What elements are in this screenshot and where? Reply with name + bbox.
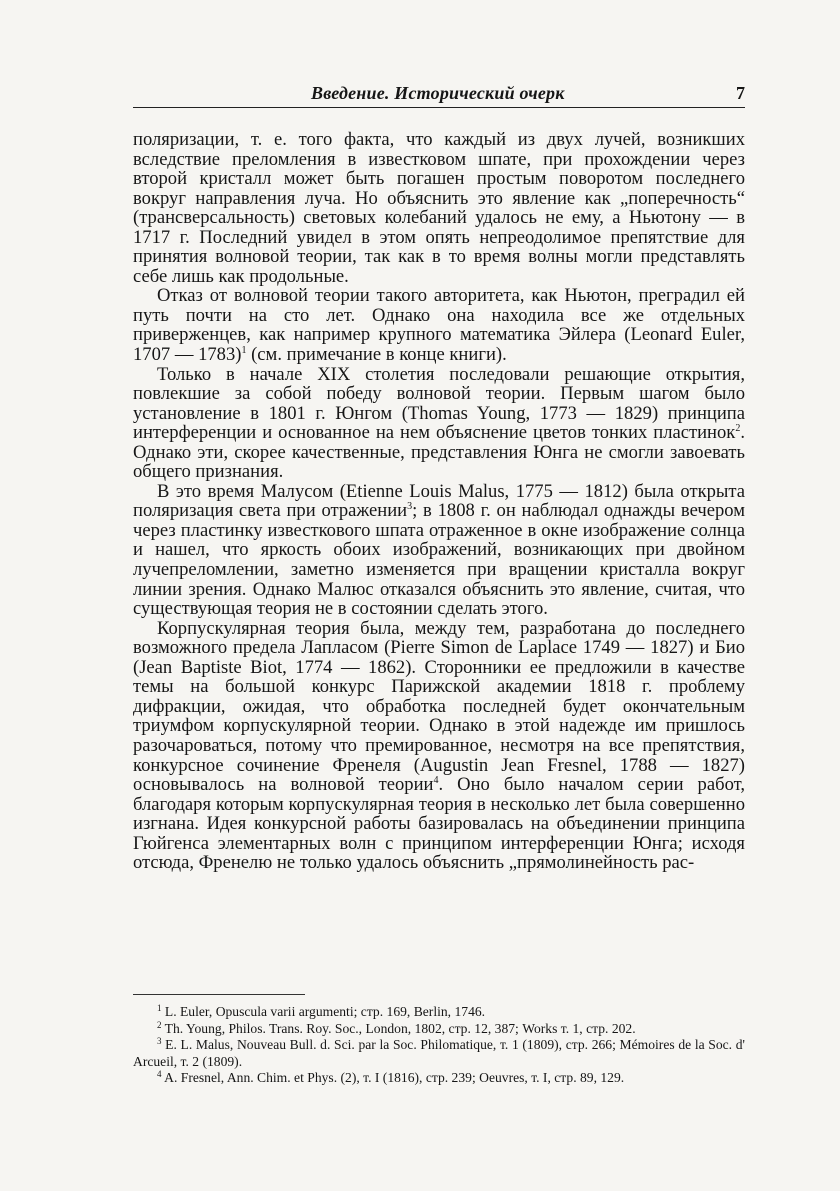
footnote — [133, 1004, 745, 1021]
footnote-text: L. Euler, Opuscula varii argumenti; стр. 169, Berlin, 1746. — [164, 1004, 486, 1019]
paragraph — [133, 286, 745, 364]
page-header — [133, 83, 745, 108]
footnote-ref: 4 — [433, 775, 439, 787]
paragraph-text: Только в начале XIX столетия последовали решающие открытия, повлекшие за собой победу волновой теории. Первым шагом было установление в 1801 г. Юнгом (Thomas Young, 1773 — 1829) принципа интерференции и основанное на нем объяснение цветов тонких пластинок — [133, 363, 745, 444]
body-text — [133, 130, 745, 873]
footnote-ref: 3 — [407, 501, 413, 513]
paragraph-text: . Однако эти, скорее качественные, представления Юнга не смогли завоевать общего признания. — [133, 422, 745, 483]
footnote-ref: 2 — [735, 423, 741, 435]
footnote-divider — [133, 994, 305, 995]
paragraph — [133, 619, 745, 873]
footnote-number: 2 — [157, 1019, 162, 1030]
footnotes — [133, 1004, 745, 1087]
paragraph — [133, 365, 745, 482]
footnote — [133, 1037, 745, 1070]
footnote-text: Th. Young, Philos. Trans. Roy. Soc., London, 1802, стр. 12, 387; Works т. 1, стр. 202. — [164, 1020, 636, 1036]
footnote-text: E. L. Malus, Nouveau Bull. d. Sci. par la Soc. Philomatique, т. 1 (1809), стр. 266; Mémoires de la Soc. d' Arcueil, т. 2 (1809). — [133, 1037, 745, 1069]
paragraph-text: ; в 1808 г. он наблюдал однажды вечером через пластинку известкового шпата отраженное в окне изображение солнца и нашел, что яркость обоих изображений, возникающих при двойном лучепреломлении, заметно изменяется при вращении кристалла вокруг линии зрения. Однако Малюс отказался объяснить это явление, считая, что существующая теория не в состоянии сделать этого. — [133, 500, 745, 620]
footnote-number: 1 — [157, 1003, 162, 1013]
paragraph-text: Корпускулярная теория была, между тем, разработана до последнего возможного предела Лапласом (Pierre Simon de Laplace 1749 — 1827) и Био (Jean Baptiste Biot, 1774 — 1862). Сторонники ее предложили в качестве темы на большой конкурс Парижской академии 1818 г. проблему дифракции, ожидая, что обработка последней будет окончательным триумфом корпускулярной теории. Однако в этой надежде им пришлось разочароваться, потому что премированное, несмотря на все препятствия, конкурсное сочинение Френеля (Augustin Jean Fresnel, 1788 — 1827) основывалось на волновой теории — [133, 617, 745, 796]
footnote-ref: 1 — [241, 345, 247, 357]
paragraph-text: В это время Малусом (Etienne Louis Malus, 1775 — 1812) была открыта поляризация света при отражении — [133, 480, 745, 522]
footnote — [133, 1070, 745, 1087]
footnote-number: 4 — [157, 1069, 162, 1080]
page-number: 7 — [736, 83, 745, 103]
footnote — [133, 1021, 745, 1038]
running-head: Введение. Исторический очерк — [311, 83, 565, 103]
footnote-number: 3 — [157, 1036, 162, 1047]
paragraph-text: . Оно было началом серии работ, благодаря которым корпускулярная теория в несколько лет была совершенно изгнана. Идея конкурсной работы базировалась на объединении принципа Гюйгенса элементарных волн с принципом интерференции Юнга; исходя отсюда, Френелю не только удалось объяснить „прямолинейность рас- — [133, 774, 745, 874]
paragraph-text: Отказ от волновой теории такого авторитета, как Ньютон, преградил ей путь почти на сто лет. Однако она находила все же отдельных приверженцев, как например крупного математика Эйлера (Leonard Euler, 1707 — 1783) — [133, 285, 745, 366]
paragraph — [133, 482, 745, 619]
paragraph-text: поляризации, т. е. того факта, что каждый из двух лучей, возникших вследствие преломления в известковом шпате, при прохождении через второй кристалл может быть погашен простым поворотом последнего вокруг направления луча. Но объяснить это явление как „поперечность“ (трансверсальность) световых колебаний удалось не ему, а Ньютону — в 1717 г. Последний увидел в этом опять непреодолимое препятствие для принятия волновой теории, так как в то время волны могли представлять себе лишь как продольные. — [133, 129, 745, 287]
paragraph-text: (см. примечание в конце книги). — [246, 344, 507, 366]
paragraph — [133, 130, 745, 286]
footnote-text: A. Fresnel, Ann. Chim. et Phys. (2), т. I (1816), стр. 239; Oeuvres, т. I, стр. 89, 129. — [164, 1070, 625, 1086]
